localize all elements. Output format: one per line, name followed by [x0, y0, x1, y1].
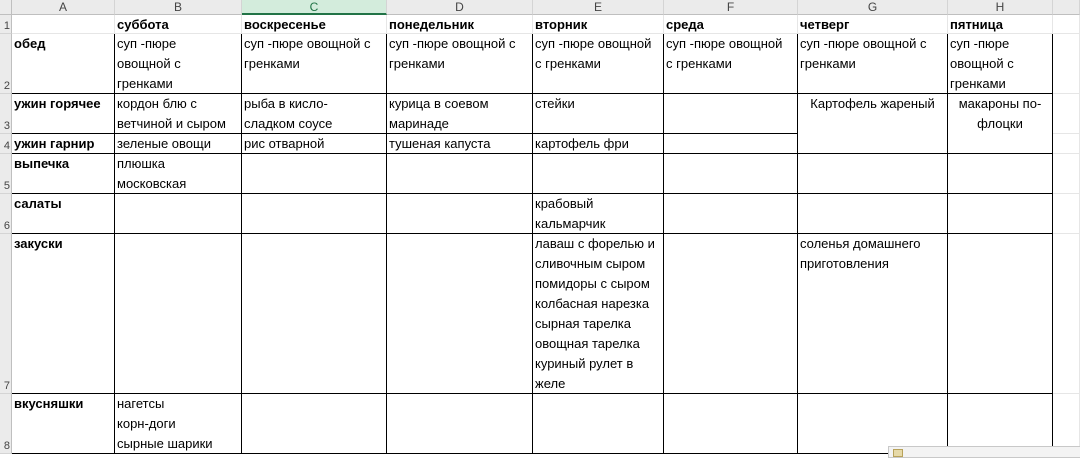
- cell-lunch-friday[interactable]: суп -пюре овощной с гренками: [948, 34, 1053, 94]
- cell-i1[interactable]: [1053, 15, 1080, 34]
- row-header-2[interactable]: 2: [0, 34, 12, 94]
- cell-snacks-thursday[interactable]: соленья домашнего приготовления: [798, 234, 948, 394]
- cell-snacks-tuesday[interactable]: лаваш с форелью и сливочным сыром помидоры с сыром колбасная нарезка сырная тарелка овощная тарелка куриный рулет в желе: [533, 234, 664, 394]
- cell-salads-monday[interactable]: [387, 194, 533, 234]
- row-header-3[interactable]: 3: [0, 94, 12, 134]
- cell-i7[interactable]: [1053, 234, 1080, 394]
- cell-treats-friday[interactable]: [948, 394, 1053, 454]
- cell-pastry-thursday[interactable]: [798, 154, 948, 194]
- cell-snacks-monday[interactable]: [387, 234, 533, 394]
- cell-lunch-thursday[interactable]: суп -пюре овощной с гренками: [798, 34, 948, 94]
- cell-dinner-side-saturday[interactable]: зеленые овощи: [115, 134, 242, 154]
- cell-treats-sunday[interactable]: [242, 394, 387, 454]
- column-header-e[interactable]: E: [533, 0, 664, 15]
- cell-dinner-side-tuesday[interactable]: картофель фри: [533, 134, 664, 154]
- cell-dinner-hot-friday[interactable]: макароны по- флоцки: [948, 94, 1053, 154]
- cell-snacks-saturday[interactable]: [115, 234, 242, 394]
- column-header-i[interactable]: [1053, 0, 1080, 15]
- day-header-thursday[interactable]: четверг: [798, 15, 948, 34]
- row-label-dinner-side[interactable]: ужин гарнир: [12, 134, 115, 154]
- cell-i8[interactable]: [1053, 394, 1080, 454]
- column-header-h[interactable]: H: [948, 0, 1053, 15]
- column-header-c[interactable]: C: [242, 0, 387, 15]
- cell-i2[interactable]: [1053, 34, 1080, 94]
- cell-i4[interactable]: [1053, 134, 1080, 154]
- row-label-pastry[interactable]: выпечка: [12, 154, 115, 194]
- cell-treats-saturday[interactable]: нагетсы корн-доги сырные шарики: [115, 394, 242, 454]
- cell-snacks-friday[interactable]: [948, 234, 1053, 394]
- cell-dinner-hot-wednesday[interactable]: [664, 94, 798, 134]
- cell-lunch-saturday[interactable]: суп -пюре овощной с гренками: [115, 34, 242, 94]
- cell-salads-thursday[interactable]: [798, 194, 948, 234]
- cell-dinner-hot-thursday[interactable]: Картофель жареный: [798, 94, 948, 154]
- column-header-a[interactable]: A: [12, 0, 115, 15]
- row-label-treats[interactable]: вкусняшки: [12, 394, 115, 454]
- cell-salads-wednesday[interactable]: [664, 194, 798, 234]
- cell-i5[interactable]: [1053, 154, 1080, 194]
- row-header-4[interactable]: 4: [0, 134, 12, 154]
- row-label-lunch[interactable]: обед: [12, 34, 115, 94]
- cell-snacks-wednesday[interactable]: [664, 234, 798, 394]
- cell-dinner-hot-sunday[interactable]: рыба в кисло- сладком соусе: [242, 94, 387, 134]
- day-header-sunday[interactable]: воскресенье: [242, 15, 387, 34]
- day-header-monday[interactable]: понедельник: [387, 15, 533, 34]
- row-header-1[interactable]: 1: [0, 15, 12, 34]
- day-header-wednesday[interactable]: среда: [664, 15, 798, 34]
- cell-pastry-wednesday[interactable]: [664, 154, 798, 194]
- cell-lunch-monday[interactable]: суп -пюре овощной с гренками: [387, 34, 533, 94]
- row-label-salads[interactable]: салаты: [12, 194, 115, 234]
- cell-pastry-saturday[interactable]: плюшка московская: [115, 154, 242, 194]
- cell-pastry-tuesday[interactable]: [533, 154, 664, 194]
- row-header-6[interactable]: 6: [0, 194, 12, 234]
- day-header-tuesday[interactable]: вторник: [533, 15, 664, 34]
- cell-lunch-sunday[interactable]: суп -пюре овощной с гренками: [242, 34, 387, 94]
- cell-i3[interactable]: [1053, 94, 1080, 134]
- cell-lunch-wednesday[interactable]: суп -пюре овощной с гренками: [664, 34, 798, 94]
- cell-snacks-sunday[interactable]: [242, 234, 387, 394]
- column-header-f[interactable]: F: [664, 0, 798, 15]
- cell-salads-sunday[interactable]: [242, 194, 387, 234]
- cell-salads-saturday[interactable]: [115, 194, 242, 234]
- day-header-saturday[interactable]: суббота: [115, 15, 242, 34]
- row-header-7[interactable]: 7: [0, 234, 12, 394]
- row-header-8[interactable]: 8: [0, 394, 12, 454]
- row-header-5[interactable]: 5: [0, 154, 12, 194]
- cell-dinner-side-sunday[interactable]: рис отварной: [242, 134, 387, 154]
- cell-dinner-side-monday[interactable]: тушеная капуста: [387, 134, 533, 154]
- cell-salads-friday[interactable]: [948, 194, 1053, 234]
- column-header-g[interactable]: G: [798, 0, 948, 15]
- cell-treats-thursday[interactable]: [798, 394, 948, 454]
- cell-dinner-hot-saturday[interactable]: кордон блю с ветчиной и сыром: [115, 94, 242, 134]
- select-all-corner[interactable]: [0, 0, 12, 15]
- row-label-snacks[interactable]: закуски: [12, 234, 115, 394]
- cell-pastry-monday[interactable]: [387, 154, 533, 194]
- clipboard-icon: [893, 449, 903, 457]
- cell-treats-tuesday[interactable]: [533, 394, 664, 454]
- row-label-dinner-hot[interactable]: ужин горячее: [12, 94, 115, 134]
- cell-dinner-hot-tuesday[interactable]: стейки: [533, 94, 664, 134]
- cell-lunch-tuesday[interactable]: суп -пюре овощной с гренками: [533, 34, 664, 94]
- sheet-status-popup[interactable]: [888, 446, 1080, 458]
- cell-pastry-friday[interactable]: [948, 154, 1053, 194]
- cell-salads-tuesday[interactable]: крабовый кальмарчик: [533, 194, 664, 234]
- column-header-d[interactable]: D: [387, 0, 533, 15]
- cell-a1[interactable]: [12, 15, 115, 34]
- cell-treats-monday[interactable]: [387, 394, 533, 454]
- cell-dinner-side-wednesday[interactable]: [664, 134, 798, 154]
- cell-i6[interactable]: [1053, 194, 1080, 234]
- cell-pastry-sunday[interactable]: [242, 154, 387, 194]
- cell-treats-wednesday[interactable]: [664, 394, 798, 454]
- column-header-b[interactable]: B: [115, 0, 242, 15]
- day-header-friday[interactable]: пятница: [948, 15, 1053, 34]
- cell-dinner-hot-monday[interactable]: курица в соевом маринаде: [387, 94, 533, 134]
